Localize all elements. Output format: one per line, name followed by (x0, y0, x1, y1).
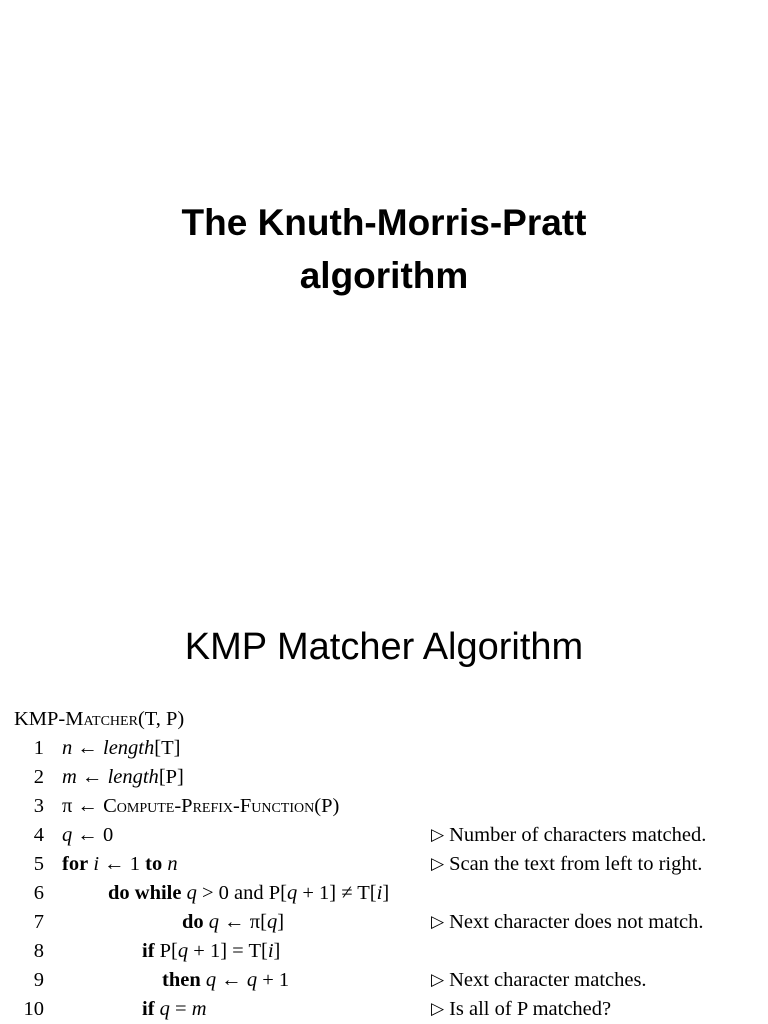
code-comment: ▷ Number of characters matched. (431, 824, 707, 846)
slide-title-line-2: algorithm (299, 255, 469, 296)
slide-title-line-1: The Knuth-Morris-Pratt (181, 202, 587, 243)
procedure-header (14, 704, 764, 734)
code-text: if P[q + 1] = T[i] (142, 940, 281, 962)
code-line-5 (14, 850, 764, 879)
line-number: 9 (33, 969, 44, 991)
line-number: 7 (33, 911, 44, 933)
code-line-4 (14, 821, 764, 850)
code-line-2 (14, 763, 764, 792)
code-line-8 (14, 937, 764, 966)
comment-triangle-icon: ▷ (431, 854, 445, 873)
line-number: 10 (23, 998, 44, 1020)
code-text: π ← Compute-Prefix-Function(P) (62, 795, 340, 817)
code-comment: ▷ Is all of P matched? (431, 998, 612, 1020)
code-comment: ▷ Scan the text from left to right. (431, 853, 703, 875)
comment-triangle-icon: ▷ (431, 825, 445, 844)
line-number: 3 (33, 795, 44, 817)
line-number: 6 (33, 882, 44, 904)
line-number: 1 (33, 737, 44, 759)
code-text: q ← 0 (62, 824, 114, 846)
code-comment: ▷ Next character matches. (431, 969, 647, 991)
code-text: do while q > 0 and P[q + 1] ≠ T[i] (108, 882, 390, 904)
code-text: if q = m (142, 998, 207, 1020)
line-number: 2 (33, 766, 44, 788)
comment-triangle-icon: ▷ (431, 999, 445, 1018)
code-line-1 (14, 734, 764, 763)
code-comment: ▷ Next character does not match. (431, 911, 704, 933)
code-line-6 (14, 879, 764, 908)
code-text: then q ← q + 1 (162, 969, 290, 991)
line-number: 8 (33, 940, 44, 962)
pseudocode-block (14, 704, 764, 1024)
code-text: for i ← 1 to n (62, 853, 178, 875)
code-line-9 (14, 966, 764, 995)
code-line-10 (14, 995, 764, 1024)
code-text: n ← length[T] (62, 737, 181, 759)
code-line-7 (14, 908, 764, 937)
comment-triangle-icon: ▷ (431, 970, 445, 989)
code-text: m ← length[P] (62, 766, 184, 788)
code-text: do q ← π[q] (182, 911, 285, 933)
comment-triangle-icon: ▷ (431, 912, 445, 931)
algorithm-slide (0, 580, 768, 1024)
slide-title (0, 196, 768, 302)
procedure-params: (T, P) (137, 708, 185, 730)
code-line-3 (14, 792, 764, 821)
procedure-name: KMP-Matcher (14, 708, 138, 730)
line-number: 5 (33, 853, 44, 875)
line-number: 4 (33, 824, 44, 846)
algorithm-slide-title: KMP Matcher Algorithm (184, 626, 584, 668)
